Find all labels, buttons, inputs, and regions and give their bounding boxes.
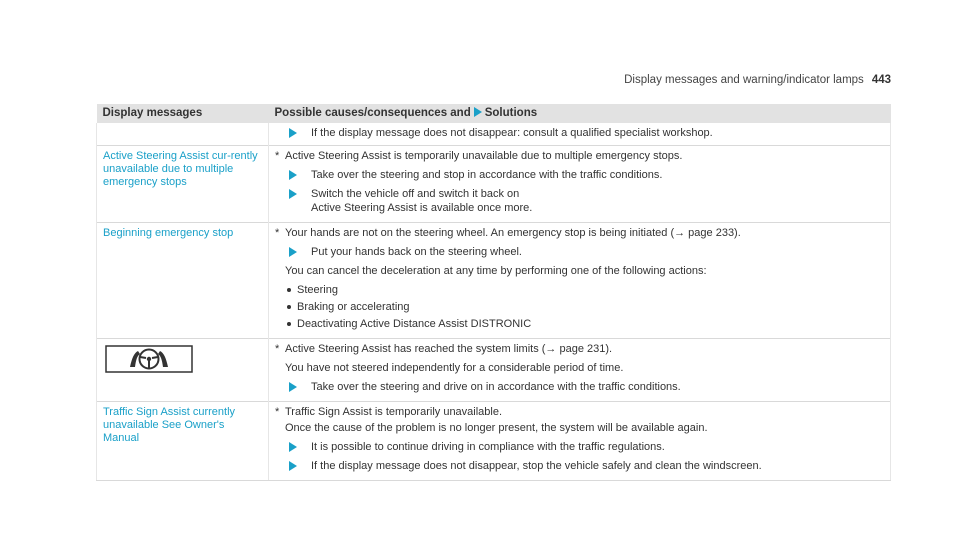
running-header xyxy=(624,74,891,86)
section-title: Display messages and warning/indicator lamps xyxy=(624,74,864,86)
action-text: Switch the vehicle off and switch it back on xyxy=(311,188,520,200)
action-text: Take over the steering and drive on in accordance with the traffic conditions. xyxy=(311,381,681,393)
table-row xyxy=(97,223,891,339)
action-step xyxy=(275,169,884,182)
action-step xyxy=(275,188,884,215)
action-text: If the display message does not disappear, stop the vehicle safely and clean the windscreen. xyxy=(311,460,762,472)
action-step xyxy=(275,460,884,473)
column-header-display-messages: Display messages xyxy=(97,104,269,123)
info-text: You can cancel the deceleration at any time by performing one of the following actions: xyxy=(285,265,707,277)
info-text: You have not steered independently for a considerable period of time. xyxy=(285,362,624,374)
column-header-causes-solutions xyxy=(269,104,891,123)
info-text: Once the cause of the problem is no longer present, the system will be available again. xyxy=(285,422,708,434)
solution-cell xyxy=(269,123,891,146)
table-header-row xyxy=(97,104,891,123)
cause-text: * Traffic Sign Assist is temporarily unavailable. xyxy=(275,406,503,418)
table-row xyxy=(97,146,891,223)
message-cell xyxy=(97,339,269,402)
steering-wheel-hands-icon xyxy=(105,345,193,373)
display-messages-table xyxy=(96,104,891,481)
action-text: It is possible to continue driving in compliance with the traffic regulations. xyxy=(311,441,665,453)
page-number: 443 xyxy=(871,74,891,86)
list-item: Deactivating Active Distance Assist DISTRONIC xyxy=(275,318,884,331)
play-arrow-icon xyxy=(289,170,297,180)
list-item: Braking or accelerating xyxy=(275,301,884,314)
solution-cell xyxy=(269,402,891,481)
table-row xyxy=(97,123,891,146)
solution-cell xyxy=(269,146,891,223)
play-arrow-icon xyxy=(289,247,297,257)
play-arrow-icon xyxy=(289,189,297,199)
action-step xyxy=(275,381,884,394)
message-cell xyxy=(97,123,269,146)
cause-text: * Active Steering Assist is temporarily unavailable due to multiple emergency stops. xyxy=(275,150,683,162)
action-result-text: Active Steering Assist is available once more. xyxy=(311,202,533,214)
message-cell: Traffic Sign Assist currently unavailable See Owner's Manual xyxy=(97,402,269,481)
play-arrow-icon xyxy=(289,128,297,138)
table-row xyxy=(97,339,891,402)
message-cell: Beginning emergency stop xyxy=(97,223,269,339)
action-text: Take over the steering and stop in accordance with the traffic conditions. xyxy=(311,169,663,181)
column-header-solutions: Solutions xyxy=(484,107,538,119)
action-text: If the display message does not disappear: consult a qualified specialist workshop. xyxy=(311,127,713,139)
play-arrow-icon xyxy=(289,461,297,471)
action-step xyxy=(275,127,884,140)
column-header-causes: Possible causes/consequences and xyxy=(274,107,471,119)
table-row xyxy=(97,402,891,481)
play-arrow-icon xyxy=(474,107,482,117)
cause-text: * Active Steering Assist has reached the system limits (→ page 231). xyxy=(275,343,613,355)
play-arrow-icon xyxy=(289,442,297,452)
action-step xyxy=(275,246,884,259)
cause-text: * Your hands are not on the steering wheel. An emergency stop is being initiated (→ page 233). xyxy=(275,227,741,239)
list-item: Steering xyxy=(275,284,884,297)
message-cell: Active Steering Assist cur-rently unavailable due to multiple emergency stops xyxy=(97,146,269,223)
solution-cell xyxy=(269,223,891,339)
solution-cell xyxy=(269,339,891,402)
action-step xyxy=(275,441,884,454)
action-text: Put your hands back on the steering wheel. xyxy=(311,246,522,258)
play-arrow-icon xyxy=(289,382,297,392)
